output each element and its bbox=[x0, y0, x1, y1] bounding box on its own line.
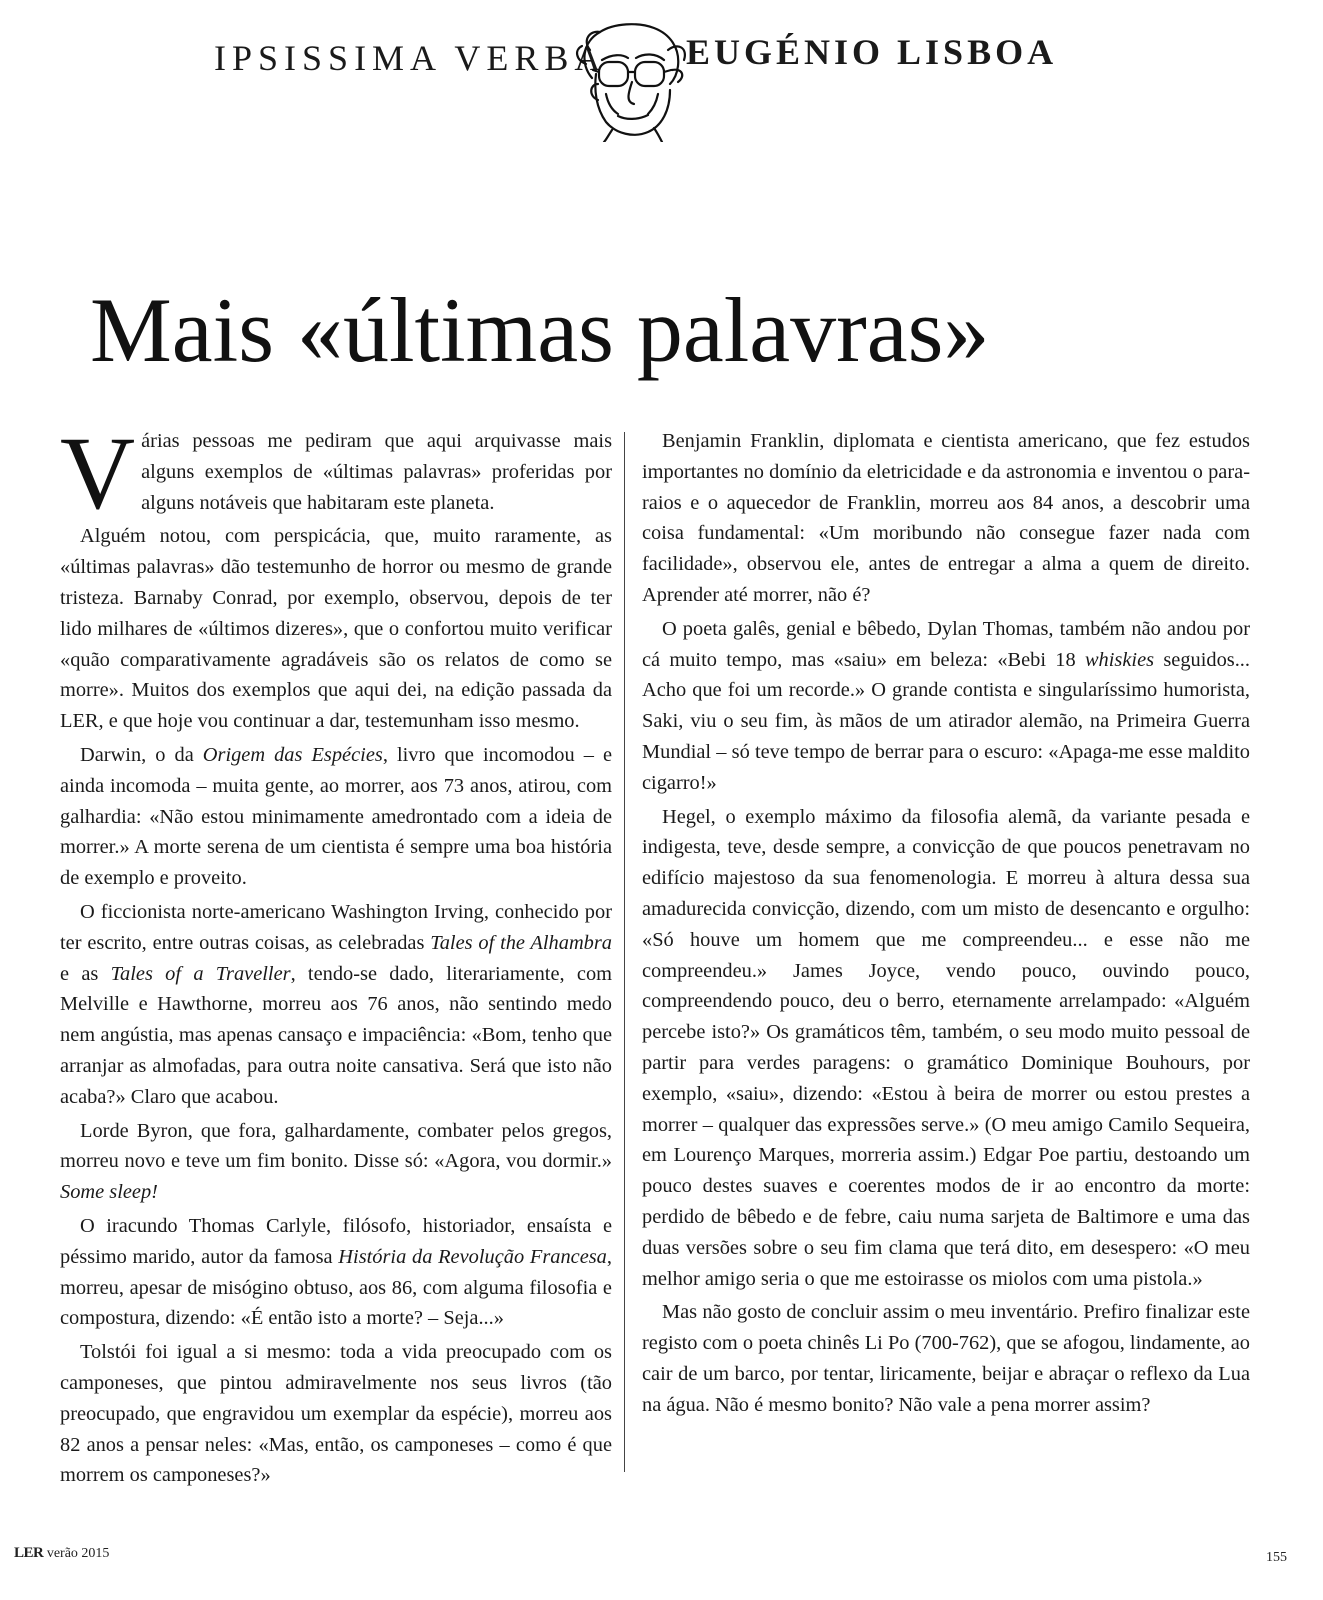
paragraph: Hegel, o exemplo máximo da filosofia alemã, da variante pesada e indigesta, teve, desde sempre, a convicção de que poucos penetravam no edifício majestoso da sua fenomenologia. E morreu à altura dessa sua amadurecida convicção, dizendo, com um misto de desencanto e orgulho: «Só houve um homem que me compreendeu... e esse não me compreendeu.» James Joyce, vendo pouco, ouvindo pouco, compreendendo pouco, deu o berro, eternamente arrelampado: «Alguém percebe isto?» Os gramáticos têm, também, o seu modo muito pessoal de partir para verdes paragens: o gramático Dominique Bouhours, por exemplo, «saiu», dizendo: «Estou à beira de morrer ou estou prestes a morrer – qualquer das expressões serve.» (O meu amigo Camilo Sequeira, em Lourenço Marques, morreria assim.) Edgar Poe partiu, destoando um pouco destes suaves e coerentes modos de ir ao encontro da morte: perdido de bêbedo e de febre, caiu numa sarjeta de Baltimore e uma das duas versões sobre o seu fim clama que terá dito, em desespero: «O meu melhor amigo seria o que me estoirasse os miolos com uma pistola.» bbox=[642, 805, 1250, 1290]
quote-emphasis: Some sleep! bbox=[60, 1181, 158, 1204]
column-header bbox=[214, 31, 1094, 141]
issue-label: verão 2015 bbox=[46, 1546, 110, 1561]
article-column-left bbox=[60, 416, 613, 1494]
paragraph: Tolstói foi igual a si mesmo: toda a vida preocupado com os camponeses, que pintou admiravelmente nos seus livros (tão preocupado, que engravidou um exemplar da espécie), morreu aos 82 anos a pensar neles: «Mas, então, os camponeses – como é que morrem os camponeses?» bbox=[60, 1341, 612, 1487]
paragraph: O ficcionista norte-americano Washington Irving, conhecido por ter escrito, entre outras coisas, as celebradas Tales of the Alhambra e as Tales of a Traveller, tendo-se dado, literariamente, com Melville e Hawthorne, morreu aos 76 anos, não sentindo medo nem angústia, mas apenas cansaço e impaciência: «Bom, tenho que arranjar as almofadas, para outra noite cansativa. Será que isto não acaba?» Claro que acabou. bbox=[60, 900, 612, 1108]
article-title: Mais «últimas palavras» bbox=[90, 279, 990, 381]
article-column-right bbox=[642, 426, 1250, 1424]
paragraph: O poeta galês, genial e bêbedo, Dylan Thomas, também não andou por cá muito tempo, mas «saiu» em beleza: «Bebi 18 whiskies seguidos... Acho que foi um recorde.» O grande contista e singularíssimo humorista, Saki, viu o seu fim, às mãos de um atirador alemão, na Primeira Guerra Mundial – só teve tempo de berrar para o escuro: «Apaga-me esse maldito cigarro!» bbox=[642, 617, 1250, 794]
drop-cap: V bbox=[60, 416, 136, 531]
column-divider bbox=[624, 432, 625, 1472]
column-name: IPSISSIMA VERBA bbox=[214, 38, 607, 78]
paragraph: Lorde Byron, que fora, galhardamente, combater pelos gregos, morreu novo e teve um fim bonito. Disse só: «Agora, vou dormir.» Some sleep! bbox=[60, 1119, 612, 1204]
author-name: EUGÉNIO LISBOA bbox=[686, 32, 1058, 72]
magazine-logo: LER bbox=[14, 1545, 44, 1561]
paragraph: Mas não gosto de concluir assim o meu inventário. Prefiro finalizar este registo com o poeta chinês Li Po (700-762), que se afogou, lindamente, ao cair de um barco, por tentar, liricamente, beijar e abraçar o reflexo da Lua na água. Não é mesmo bonito? Não vale a pena morrer assim? bbox=[642, 1301, 1250, 1416]
paragraph: O iracundo Thomas Carlyle, filósofo, historiador, ensaísta e péssimo marido, autor da famosa História da Revolução Francesa, morreu, apesar de misógino obtuso, aos 86, com alguma filosofia e compostura, dizendo: «É então isto a morte? – Seja...» bbox=[60, 1214, 612, 1330]
paragraph: Darwin, o da Origem das Espécies, livro que incomodou – e ainda incomoda – muita gente, ao morrer, aos 73 anos, atirou, com galhardia: «Não estou minimamente amedrontado com a ideia de morrer.» A morte serena de um cientista é sempre uma boa história de exemplo e proveito. bbox=[60, 743, 613, 890]
page-number: 155 bbox=[1266, 1550, 1287, 1565]
book-title: História da Revolução Francesa bbox=[338, 1245, 607, 1268]
book-title: Tales of a Traveller bbox=[110, 962, 291, 985]
book-title: Tales of the Alhambra bbox=[430, 931, 612, 954]
author-caricature-illustration bbox=[572, 20, 690, 142]
page-footer bbox=[14, 1545, 109, 1562]
paragraph: Várias pessoas me pediram que aqui arquivasse mais alguns exemplos de «últimas palavras» proferidas por alguns notáveis que habitaram este planeta. bbox=[60, 416, 612, 531]
word-emphasis: whiskies bbox=[1084, 648, 1155, 671]
book-title: Origem das Espécies bbox=[202, 743, 383, 766]
paragraph: Benjamin Franklin, diplomata e cientista americano, que fez estudos importantes no domínio da eletricidade e da astronomia e inventou o para-raios e o aquecedor de Franklin, morreu aos 84 anos, a descobrir uma coisa fundamental: «Um moribundo não consegue fazer nada com facilidade», observou ele, antes de entregar a alma a quem de direito. Aprender até morrer, não é? bbox=[642, 430, 1250, 606]
paragraph: Alguém notou, com perspicácia, que, muito raramente, as «últimas palavras» dão testemunho de horror ou mesmo de grande tristeza. Barnaby Conrad, por exemplo, observou, depois de ter lido milhares de «últimos dizeres», que o confortou muito verificar «quão comparativamente agradáveis são os relatos de como se morre». Muitos dos exemplos que aqui dei, na edição passada da LER, e que hoje vou continuar a dar, testemunham isso mesmo. bbox=[60, 525, 612, 733]
